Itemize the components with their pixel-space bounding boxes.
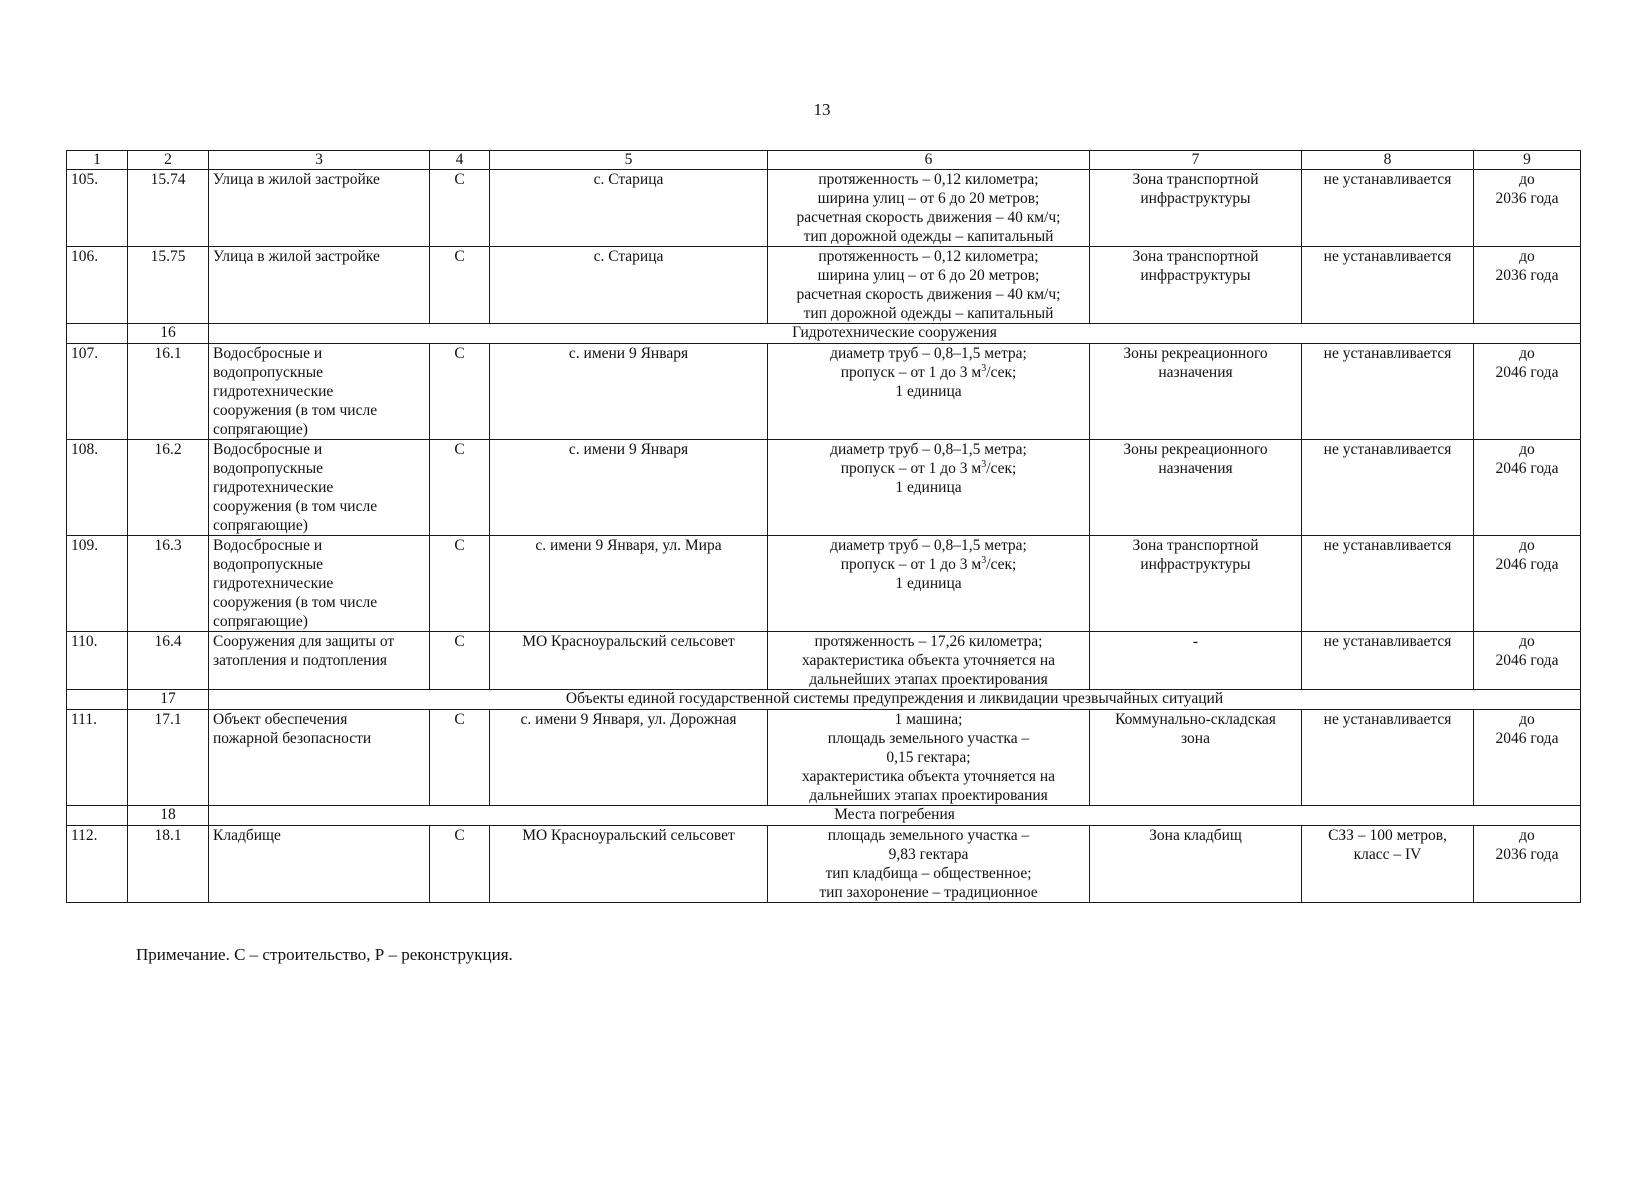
specs-line: диаметр труб – 0,8–1,5 метра; (830, 345, 1027, 362)
row-number: 110. (67, 632, 128, 690)
section-row (67, 324, 1581, 344)
action-kind: С (430, 710, 490, 806)
table-body (67, 151, 1581, 903)
functional-zone: Зона транспортной инфраструктуры (1090, 170, 1302, 247)
row-number: 105. (67, 170, 128, 247)
specs-line: диаметр труб – 0,8–1,5 метра; (830, 537, 1027, 554)
completion-term: до 2036 года (1474, 826, 1581, 903)
protection-zone: не устанавливается (1302, 632, 1474, 690)
protection-zone: не устанавливается (1302, 344, 1474, 440)
action-kind: С (430, 536, 490, 632)
table-row (67, 536, 1581, 632)
section-code: 17 (128, 690, 209, 710)
object-name: Объект обеспечения пожарной безопасности (209, 710, 430, 806)
object-location: с. Старица (490, 170, 768, 247)
section-code: 18 (128, 806, 209, 826)
objects-table (66, 150, 1581, 903)
object-specs (768, 440, 1090, 536)
action-kind: С (430, 826, 490, 903)
row-number: 111. (67, 710, 128, 806)
specs-superscript: 3 (981, 554, 987, 566)
object-name: Водосбросные и водопропускные гидротехнические сооружения (в том числе сопрягающие) (209, 440, 430, 536)
object-code: 16.2 (128, 440, 209, 536)
object-code: 15.75 (128, 247, 209, 324)
protection-zone: СЗЗ – 100 метров, класс – IV (1302, 826, 1474, 903)
specs-superscript: 3 (981, 458, 987, 470)
protection-zone: не устанавливается (1302, 710, 1474, 806)
action-kind: С (430, 632, 490, 690)
object-code: 16.3 (128, 536, 209, 632)
object-specs: 1 машина; площадь земельного участка – 0,15 гектара; характеристика объекта уточняется на дальнейших этапах проектирования (768, 710, 1090, 806)
functional-zone: Зоны рекреационного назначения (1090, 440, 1302, 536)
protection-zone: не устанавливается (1302, 440, 1474, 536)
section-row (67, 806, 1581, 826)
section-code: 16 (128, 324, 209, 344)
completion-term: до 2046 года (1474, 440, 1581, 536)
functional-zone: Зона транспортной инфраструктуры (1090, 536, 1302, 632)
header-cell: 8 (1302, 151, 1474, 170)
section-empty-cell (67, 806, 128, 826)
section-title: Места погребения (209, 806, 1581, 826)
object-specs: протяженность – 0,12 километра; ширина улиц – от 6 до 20 метров; расчетная скорость движения – 40 км/ч; тип дорожной одежды – капитальный (768, 247, 1090, 324)
specs-line: пропуск – от 1 до 3 м (840, 364, 982, 381)
functional-zone: Зоны рекреационного назначения (1090, 344, 1302, 440)
header-cell: 2 (128, 151, 209, 170)
action-kind: С (430, 440, 490, 536)
completion-term: до 2046 года (1474, 536, 1581, 632)
section-title: Объекты единой государственной системы предупреждения и ликвидации чрезвычайных ситуаций (209, 690, 1581, 710)
object-specs: площадь земельного участка – 9,83 гектара тип кладбища – общественное; тип захоронение – традиционное (768, 826, 1090, 903)
completion-term: до 2046 года (1474, 344, 1581, 440)
object-location: с. Старица (490, 247, 768, 324)
header-cell: 6 (768, 151, 1090, 170)
header-cell: 7 (1090, 151, 1302, 170)
object-specs: протяженность – 17,26 километра; характеристика объекта уточняется на дальнейших этапах проектирования (768, 632, 1090, 690)
object-name: Улица в жилой застройке (209, 170, 430, 247)
specs-line: диаметр труб – 0,8–1,5 метра; (830, 441, 1027, 458)
object-location: с. имени 9 Января, ул. Дорожная (490, 710, 768, 806)
table-row (67, 170, 1581, 247)
specs-line: 1 единица (895, 575, 962, 592)
action-kind: С (430, 170, 490, 247)
row-number: 108. (67, 440, 128, 536)
specs-line: /сек; (986, 460, 1017, 477)
completion-term: до 2036 года (1474, 170, 1581, 247)
protection-zone: не устанавливается (1302, 536, 1474, 632)
object-location: МО Красноуральский сельсовет (490, 826, 768, 903)
section-row (67, 690, 1581, 710)
protection-zone: не устанавливается (1302, 170, 1474, 247)
specs-line: пропуск – от 1 до 3 м (840, 460, 982, 477)
specs-line: 1 единица (895, 383, 962, 400)
specs-line: пропуск – от 1 до 3 м (840, 556, 982, 573)
object-specs (768, 344, 1090, 440)
table-row (67, 440, 1581, 536)
specs-line: /сек; (986, 556, 1017, 573)
protection-zone: не устанавливается (1302, 247, 1474, 324)
table-row (67, 344, 1581, 440)
object-code: 18.1 (128, 826, 209, 903)
object-specs: протяженность – 0,12 километра; ширина улиц – от 6 до 20 метров; расчетная скорость движения – 40 км/ч; тип дорожной одежды – капитальный (768, 170, 1090, 247)
object-code: 15.74 (128, 170, 209, 247)
row-number: 107. (67, 344, 128, 440)
table-header-row (67, 151, 1581, 170)
functional-zone: - (1090, 632, 1302, 690)
table-row (67, 710, 1581, 806)
object-location: МО Красноуральский сельсовет (490, 632, 768, 690)
table-row (67, 632, 1581, 690)
section-title: Гидротехнические сооружения (209, 324, 1581, 344)
object-name: Улица в жилой застройке (209, 247, 430, 324)
object-code: 17.1 (128, 710, 209, 806)
table-row (67, 826, 1581, 903)
specs-line: /сек; (986, 364, 1017, 381)
object-location: с. имени 9 Января (490, 344, 768, 440)
object-location: с. имени 9 Января (490, 440, 768, 536)
page-number: 13 (813, 100, 831, 119)
header-cell: 1 (67, 151, 128, 170)
object-code: 16.1 (128, 344, 209, 440)
action-kind: С (430, 344, 490, 440)
object-location: с. имени 9 Января, ул. Мира (490, 536, 768, 632)
specs-line: 1 единица (895, 479, 962, 496)
header-cell: 9 (1474, 151, 1581, 170)
section-empty-cell (67, 690, 128, 710)
header-cell: 4 (430, 151, 490, 170)
object-name: Кладбище (209, 826, 430, 903)
row-number: 112. (67, 826, 128, 903)
row-number: 109. (67, 536, 128, 632)
functional-zone: Коммунально-складская зона (1090, 710, 1302, 806)
row-number: 106. (67, 247, 128, 324)
functional-zone: Зона транспортной инфраструктуры (1090, 247, 1302, 324)
functional-zone: Зона кладбищ (1090, 826, 1302, 903)
table-row (67, 247, 1581, 324)
completion-term: до 2046 года (1474, 632, 1581, 690)
footnote: Примечание. С – строительство, Р – реконструкция. (136, 945, 513, 964)
object-name: Сооружения для защиты от затопления и подтопления (209, 632, 430, 690)
object-name: Водосбросные и водопропускные гидротехнические сооружения (в том числе сопрягающие) (209, 344, 430, 440)
action-kind: С (430, 247, 490, 324)
specs-superscript: 3 (981, 362, 987, 374)
object-code: 16.4 (128, 632, 209, 690)
completion-term: до 2036 года (1474, 247, 1581, 324)
completion-term: до 2046 года (1474, 710, 1581, 806)
object-specs (768, 536, 1090, 632)
header-cell: 3 (209, 151, 430, 170)
header-cell: 5 (490, 151, 768, 170)
object-name: Водосбросные и водопропускные гидротехнические сооружения (в том числе сопрягающие) (209, 536, 430, 632)
section-empty-cell (67, 324, 128, 344)
